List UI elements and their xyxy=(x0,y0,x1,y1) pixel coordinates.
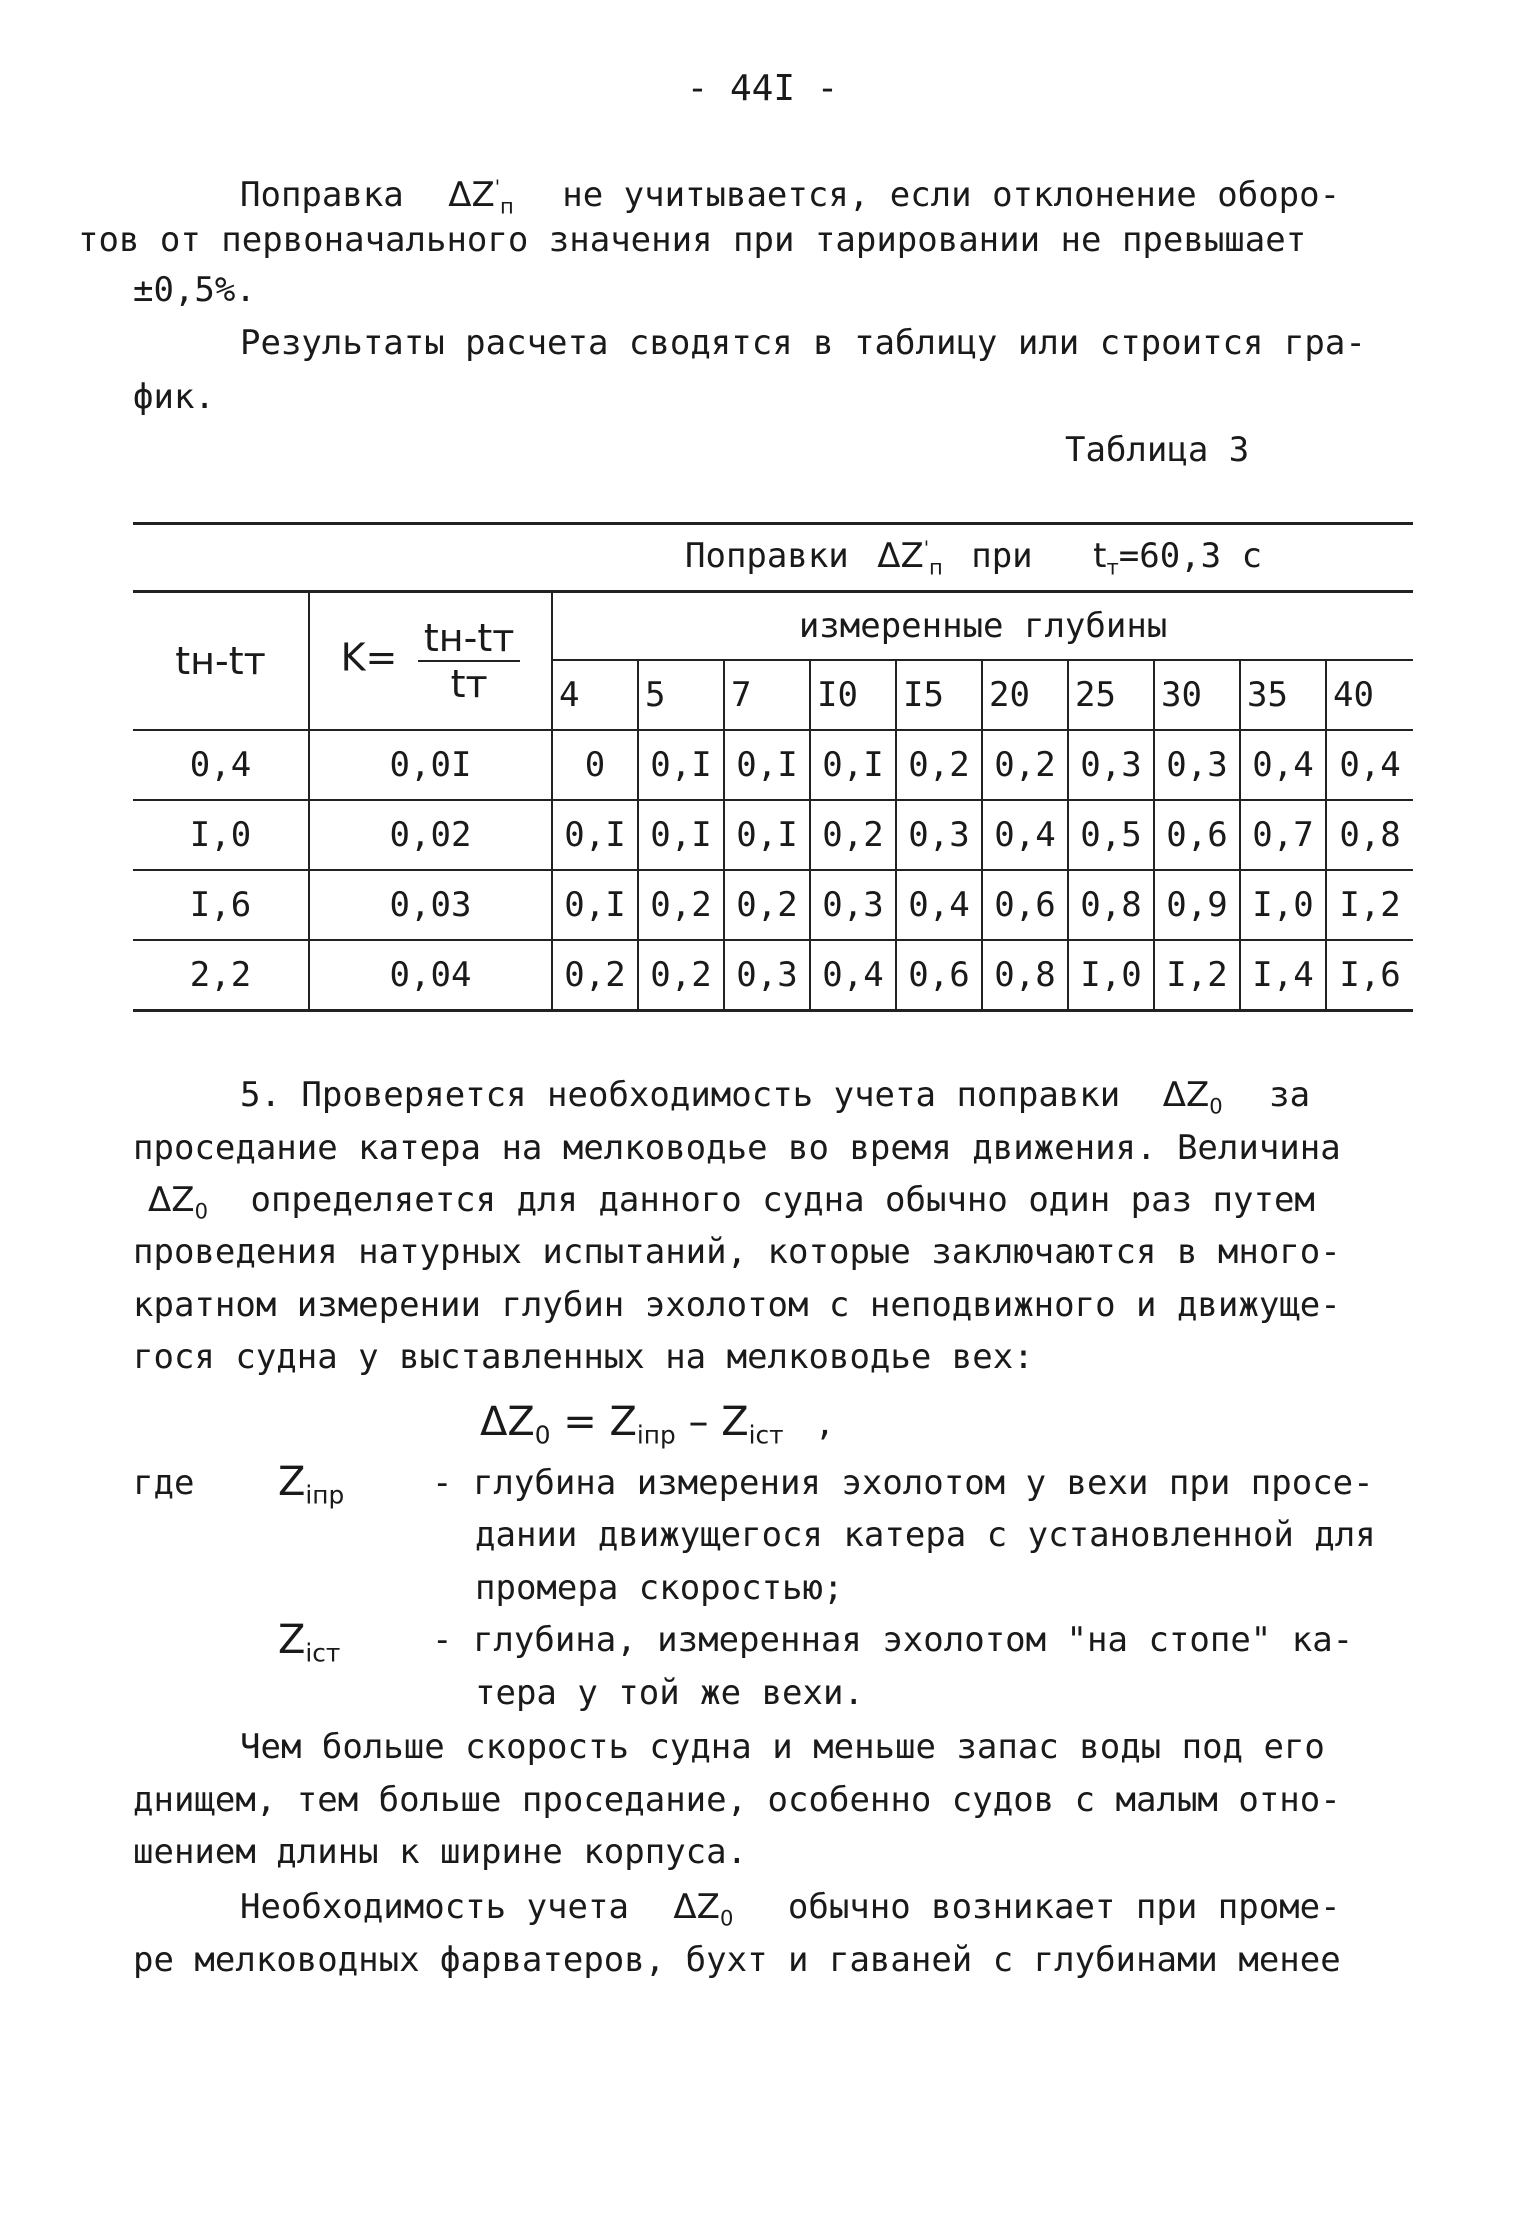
depth-col-header: I5 xyxy=(896,660,982,730)
cell-value: 0,3 xyxy=(896,800,982,870)
delta-z0-symbol: $\Delta Z_0$ xyxy=(1162,1075,1223,1119)
table-caption: Таблица 3 xyxy=(1065,430,1250,470)
para5-line5: кратном измерении глубин эхолотом с неподвижного и движуще- xyxy=(133,1285,1341,1325)
para2-line1: Результаты расчета сводятся в таблицу или строится гра- xyxy=(240,323,1366,363)
cell-value: 0,7 xyxy=(1240,800,1326,870)
cell-k: 0,02 xyxy=(309,800,552,870)
cell-value: 0,6 xyxy=(1154,800,1240,870)
cell-k: 0,0I xyxy=(309,730,552,800)
def2-symbol: $Z_{iст}$ xyxy=(278,1617,341,1668)
cell-value: 0,9 xyxy=(1154,870,1240,940)
cell-value: 0,8 xyxy=(1326,800,1413,870)
cell-value: 0,2 xyxy=(638,870,724,940)
delta-z-n-symbol: $\Delta Z'_п$ xyxy=(877,535,943,580)
cell-value: 0,2 xyxy=(638,940,724,1011)
cell-value: 0,2 xyxy=(724,870,810,940)
table-title-row xyxy=(133,524,1413,592)
cell-value: 0,4 xyxy=(810,940,896,1011)
cell-value: 0,4 xyxy=(982,800,1068,870)
header-depths-label: измеренные глубины xyxy=(552,592,1413,661)
para6-line2: днищем, тем больше проседание, особенно судов с малым отно- xyxy=(133,1780,1341,1820)
delta-z0-symbol: $\Delta Z_0$ xyxy=(673,1887,734,1931)
def1-line2: дании движущегося катера с установленной для xyxy=(475,1515,1376,1555)
cell-value: 0,4 xyxy=(1326,730,1413,800)
cell-value: 0,2 xyxy=(810,800,896,870)
para5-line2: проседание катера на мелководье во время движения. Величина xyxy=(133,1128,1341,1168)
cell-k: 0,03 xyxy=(309,870,552,940)
cell-dt: 0,4 xyxy=(133,730,309,800)
cell-value: 0,2 xyxy=(982,730,1068,800)
cell-value: 0,2 xyxy=(896,730,982,800)
cell-value: 0,I xyxy=(552,800,638,870)
cell-value: 0,3 xyxy=(810,870,896,940)
depth-col-header: 4 xyxy=(552,660,638,730)
cell-value: 0,2 xyxy=(552,940,638,1011)
cell-value: 0,3 xyxy=(1154,730,1240,800)
para7-line2: ре мелководных фарватеров, бухт и гаваней с глубинами менее xyxy=(133,1940,1341,1980)
def1-line3: промера скоростью; xyxy=(475,1568,844,1608)
header-k-fraction: $\frac{tн-tт}{tт}$ xyxy=(418,616,521,706)
def2-line2: тера у той же вехи. xyxy=(475,1673,864,1713)
cell-value: 0,6 xyxy=(896,940,982,1011)
header-k: K= $\frac{tн-tт}{tт}$ xyxy=(309,592,552,731)
para1-line2: тов от первоначального значения при тарировании не превышает xyxy=(78,220,1307,260)
depth-col-header: 30 xyxy=(1154,660,1240,730)
para5-line4: проведения натурных испытаний, которые заключаются в много- xyxy=(133,1232,1341,1272)
header-dt: tн-tт xyxy=(133,592,309,731)
where-word: где xyxy=(133,1463,195,1503)
depth-col-header: 20 xyxy=(982,660,1068,730)
cell-value: I,6 xyxy=(1326,940,1413,1011)
depth-col-header: 5 xyxy=(638,660,724,730)
def2-line1: - глубина, измеренная эхолотом "на стопе" ка- xyxy=(432,1620,1354,1660)
cell-value: 0,3 xyxy=(1068,730,1154,800)
cell-dt: I,6 xyxy=(133,870,309,940)
correction-table xyxy=(133,522,1413,1012)
cell-value: 0,6 xyxy=(982,870,1068,940)
page-number: - 44I - xyxy=(686,68,839,109)
para7-line1: Необходимость учета $\Delta Z_0$ обычно возникает при проме- xyxy=(240,1887,1341,1931)
cell-value: 0,I xyxy=(638,800,724,870)
para5-line6: гося судна у выставленных на мелководье вех: xyxy=(133,1337,1034,1377)
delta-z-n-symbol: $\Delta Z'_п$ xyxy=(448,175,514,219)
cell-value: I,2 xyxy=(1326,870,1413,940)
para2-line2: фик. xyxy=(133,377,215,417)
para1-line3: ±0,5%. xyxy=(133,270,256,310)
cell-value: 0,4 xyxy=(896,870,982,940)
para6-line3: шением длины к ширине корпуса. xyxy=(133,1832,748,1872)
table-header-row-1 xyxy=(133,592,1413,661)
para5-line1: 5. Проверяется необходимость учета поправки $\Delta Z_0$ за xyxy=(240,1075,1311,1119)
cell-value: I,2 xyxy=(1154,940,1240,1011)
cell-k: 0,04 xyxy=(309,940,552,1011)
para1-line1: Поправка $\Delta Z'_п$ не учитывается, если отклонение оборо- xyxy=(240,175,1341,219)
table-row xyxy=(133,800,1413,870)
cell-dt: I,0 xyxy=(133,800,309,870)
depth-col-header: I0 xyxy=(810,660,896,730)
cell-value: 0,8 xyxy=(982,940,1068,1011)
para6-line1: Чем больше скорость судна и меньше запас воды под его xyxy=(240,1727,1325,1767)
formula: $\Delta Z_0 = Z_{iпр} - Z_{iст}$ , xyxy=(480,1399,831,1450)
t-t-symbol: $t_т$ xyxy=(1093,535,1119,580)
table-row xyxy=(133,730,1413,800)
table-title: Поправки $\Delta Z'_п$ при $t_т=60,3$ с xyxy=(133,524,1413,592)
delta-z0-symbol: $\Delta Z_0$ xyxy=(148,1180,208,1224)
cell-value: 0,I xyxy=(552,870,638,940)
cell-value: I,4 xyxy=(1240,940,1326,1011)
para5-line3: $\Delta Z_0$ определяется для данного судна обычно один раз путем xyxy=(148,1180,1315,1224)
table-row xyxy=(133,870,1413,940)
cell-value: I,0 xyxy=(1068,940,1154,1011)
def1-symbol: $Z_{iпр}$ xyxy=(278,1459,345,1510)
cell-value: 0,8 xyxy=(1068,870,1154,940)
cell-value: 0,3 xyxy=(724,940,810,1011)
cell-value: 0 xyxy=(552,730,638,800)
cell-value: 0,5 xyxy=(1068,800,1154,870)
cell-value: I,0 xyxy=(1240,870,1326,940)
depth-col-header: 40 xyxy=(1326,660,1413,730)
depth-col-header: 25 xyxy=(1068,660,1154,730)
cell-dt: 2,2 xyxy=(133,940,309,1011)
depth-col-header: 7 xyxy=(724,660,810,730)
cell-value: 0,I xyxy=(638,730,724,800)
cell-value: 0,I xyxy=(810,730,896,800)
cell-value: 0,4 xyxy=(1240,730,1326,800)
cell-value: 0,I xyxy=(724,730,810,800)
table-row xyxy=(133,940,1413,1011)
cell-value: 0,I xyxy=(724,800,810,870)
depth-col-header: 35 xyxy=(1240,660,1326,730)
def1-line1: - глубина измерения эхолотом у вехи при просе- xyxy=(432,1463,1374,1503)
